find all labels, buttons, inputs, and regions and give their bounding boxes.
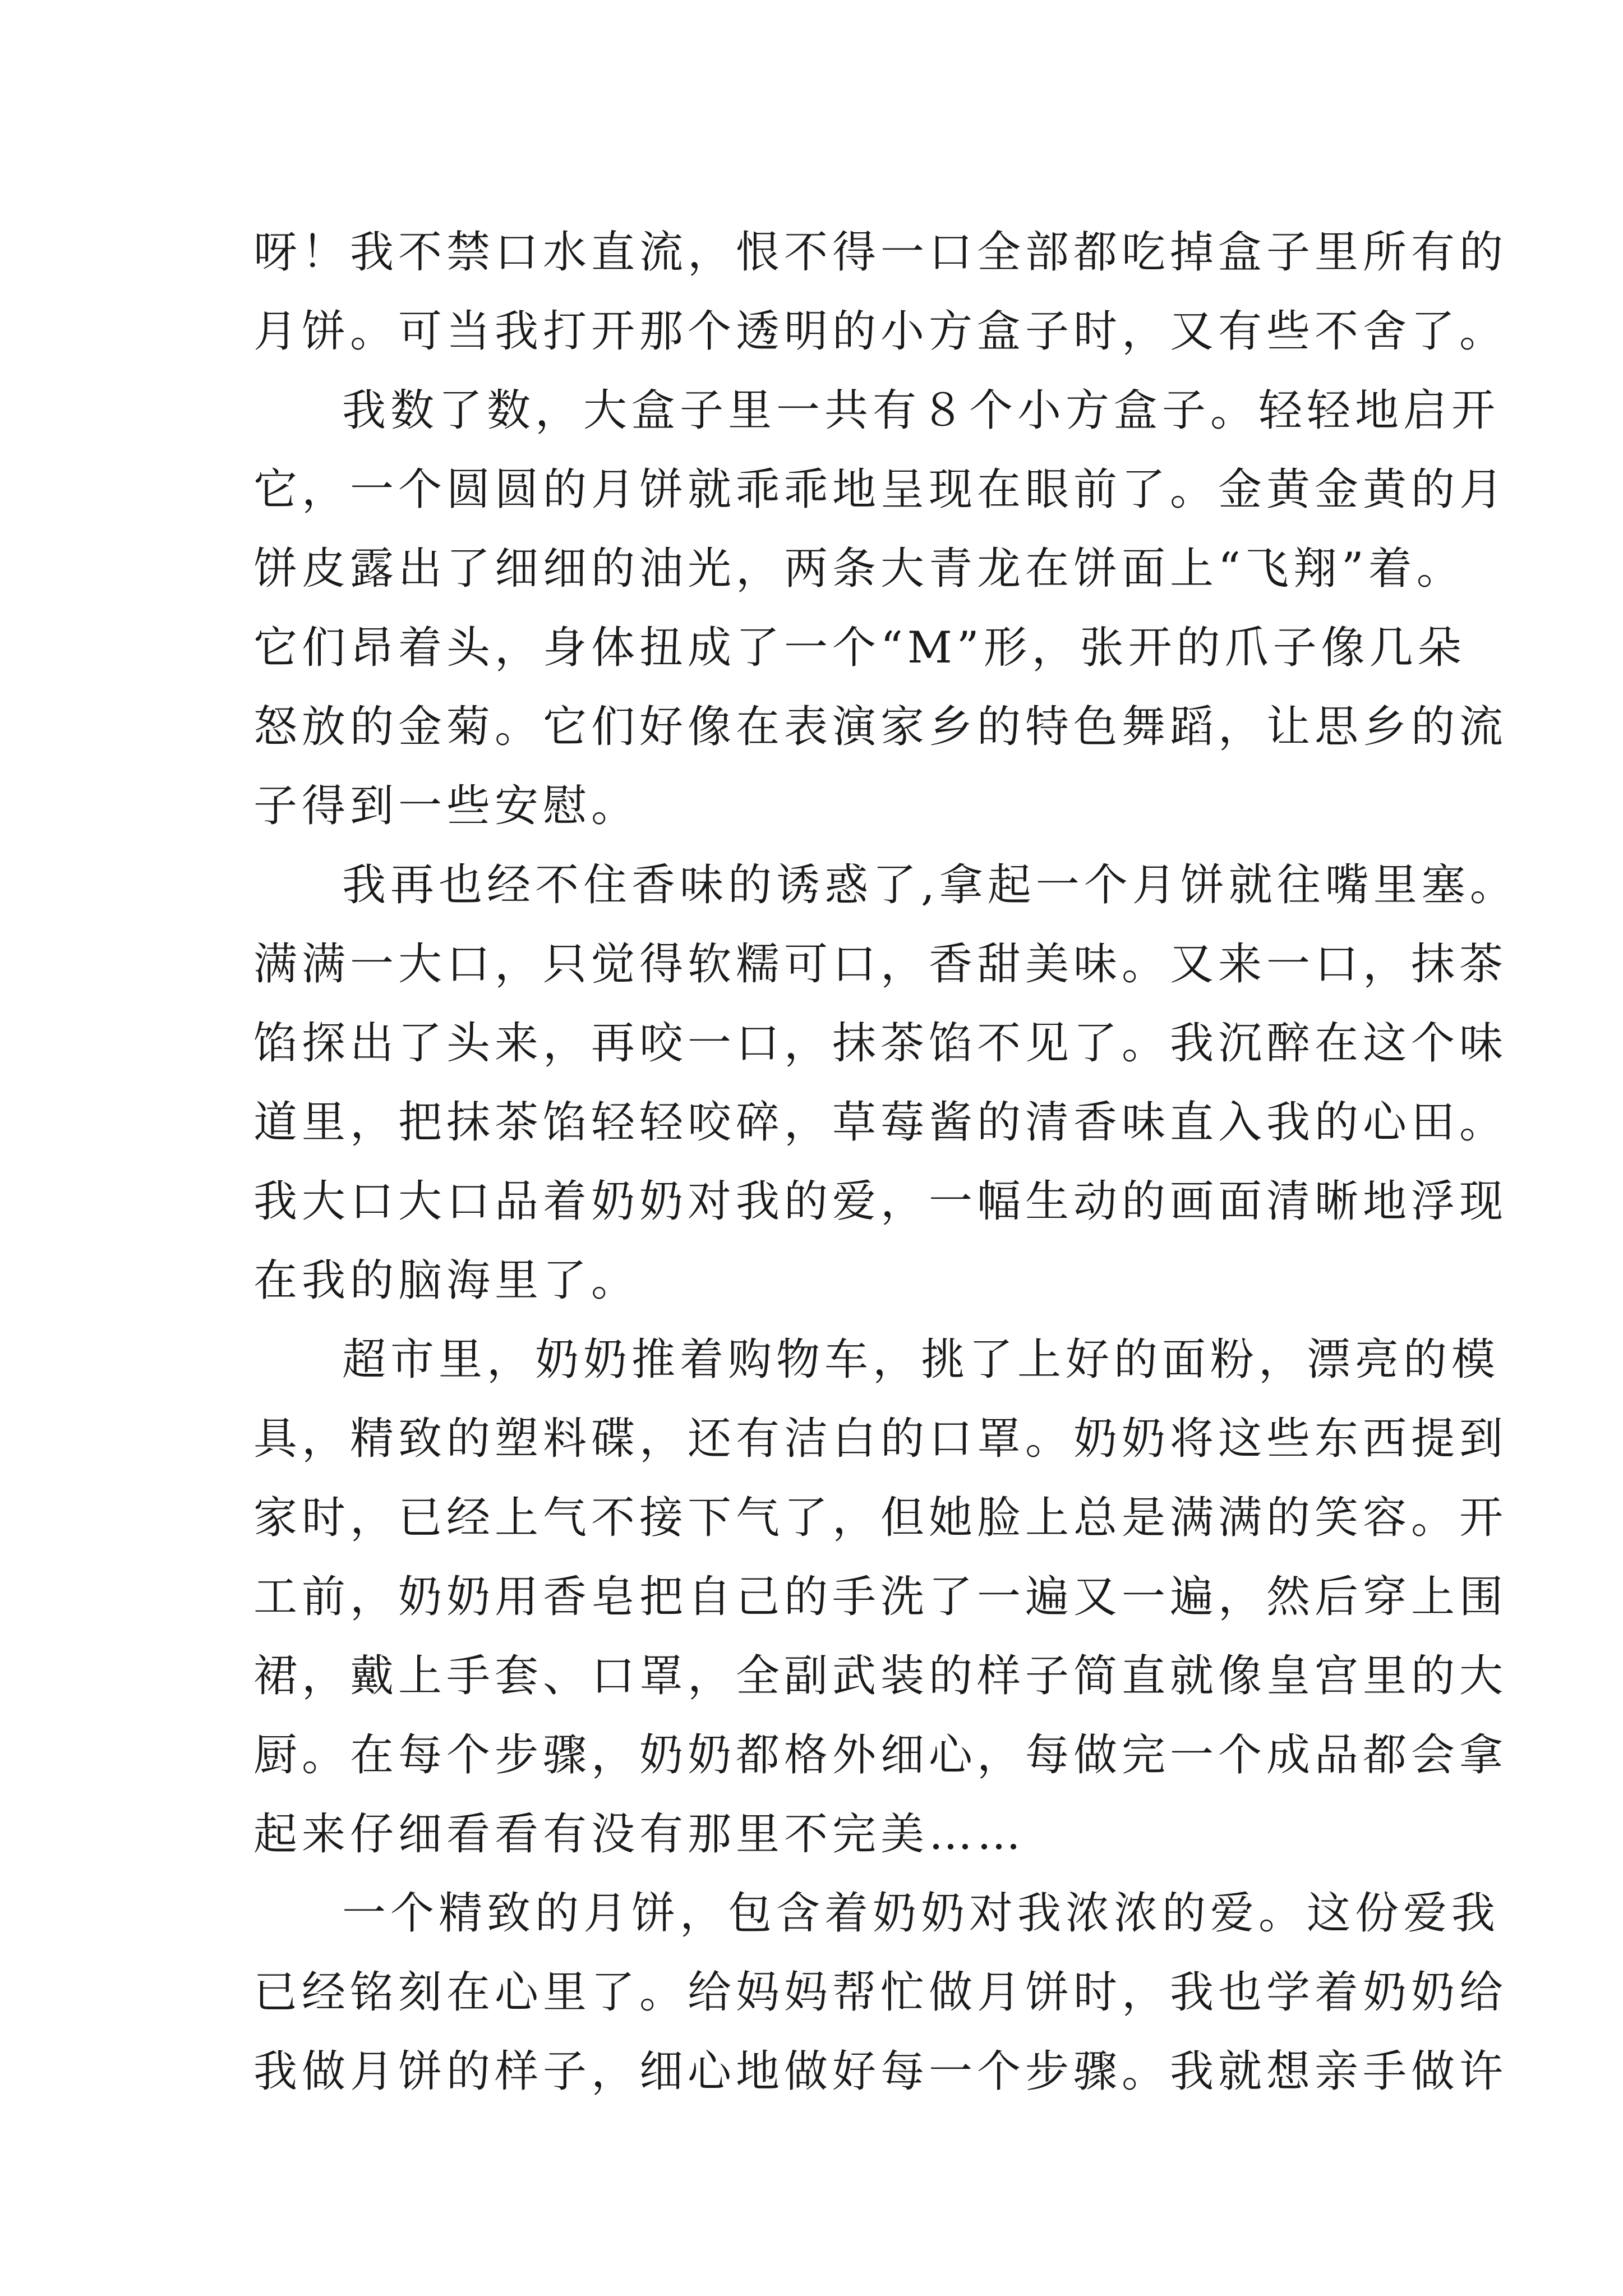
text-line: 子得到一些安慰。: [253, 781, 640, 831]
text-line: 馅探出了头来，再咬一口，抹茶馅不见了。我沉醉在这个味: [253, 1018, 1508, 1069]
text-line: 已经铭刻在心里了。给妈妈帮忙做月饼时，我也学着奶奶给: [253, 1967, 1508, 2018]
text-line: 饼皮露出了细细的油光，两条大青龙在饼面上“飞翔”着。: [253, 544, 1465, 594]
text-line: 家时，已经上气不接下气了，但她脸上总是满满的笑容。开: [253, 1493, 1508, 1543]
text-line: 月饼。可当我打开那个透明的小方盒子时，又有些不舍了。: [253, 306, 1508, 357]
text-line: 我做月饼的样子，细心地做好每一个步骤。我就想亲手做许: [253, 2046, 1508, 2097]
text-line: 我数了数，大盒子里一共有８个小方盒子。轻轻地启开: [342, 385, 1500, 436]
text-line: 厨。在每个步骤，奶奶都格外细心，每做完一个成品都会拿: [253, 1730, 1508, 1780]
text-line: 在我的脑海里了。: [253, 1255, 640, 1306]
text-line: 我大口大口品着奶奶对我的爱，一幅生动的画面清晰地浮现: [253, 1176, 1508, 1227]
text-line: 一个精致的月饼，包含着奶奶对我浓浓的爱。这份爱我: [342, 1888, 1500, 1939]
text-line: 满满一大口，只觉得软糯可口，香甜美味。又来一口，抹茶: [253, 939, 1508, 990]
text-line: 呀！我不禁口水直流，恨不得一口全部都吃掉盒子里所有的: [253, 227, 1508, 278]
text-line: 工前，奶奶用香皂把自己的手洗了一遍又一遍，然后穿上围: [253, 1572, 1508, 1622]
text-line: 道里，把抹茶馅轻轻咬碎，草莓酱的清香味直入我的心田。: [253, 1097, 1508, 1148]
text-line: 怒放的金菊。它们好像在表演家乡的特色舞蹈，让思乡的流: [253, 702, 1508, 752]
text-line: 起来仔细看看有没有那里不完美……: [253, 1809, 1026, 1860]
document-body: [253, 213, 1518, 2111]
text-line: 超市里，奶奶推着购物车，挑了上好的面粉，漂亮的模: [342, 1335, 1500, 1385]
text-line: 具，精致的塑料碟，还有洁白的口罩。奶奶将这些东西提到: [253, 1414, 1508, 1464]
text-line: 它，一个圆圆的月饼就乖乖地呈现在眼前了。金黄金黄的月: [253, 464, 1508, 515]
text-line: 我再也经不住香味的诱惑了,拿起一个月饼就往嘴里塞。: [342, 860, 1518, 910]
text-line: 裙，戴上手套、口罩，全副武装的样子简直就像皇宫里的大: [253, 1651, 1508, 1701]
text-line: 它们昂着头，身体扭成了一个“M”形，张开的爪子像几朵: [253, 623, 1466, 673]
